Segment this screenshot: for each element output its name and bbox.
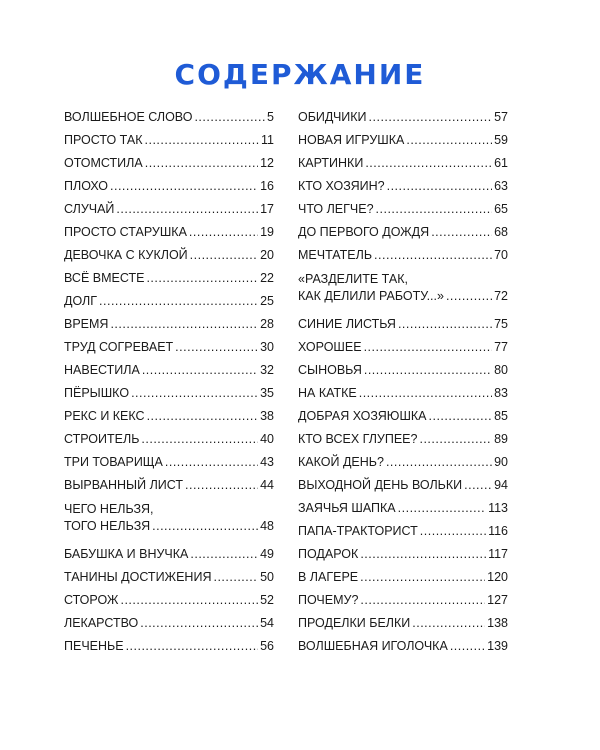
dot-leader <box>376 198 493 221</box>
toc-entry[interactable] <box>64 428 274 451</box>
toc-entry[interactable] <box>64 566 274 589</box>
toc-entry[interactable] <box>298 313 508 336</box>
toc-entry-page: 48 <box>260 519 274 533</box>
toc-entry-page: 38 <box>260 409 274 423</box>
toc-entry[interactable] <box>298 405 508 428</box>
toc-entry-title: КАРТИНКИ <box>298 156 364 170</box>
toc-entry-page: 77 <box>494 340 508 354</box>
dot-leader <box>213 566 258 589</box>
toc-entry-page: 11 <box>261 133 274 147</box>
toc-entry-page: 89 <box>494 432 508 446</box>
toc-entry[interactable] <box>298 221 508 244</box>
dot-leader <box>165 451 258 474</box>
dot-leader <box>446 288 492 305</box>
page-title: СОДЕРЖАНИЕ <box>174 58 426 91</box>
toc-entry-title: ОТОМСТИЛА <box>64 156 143 170</box>
toc-entry[interactable] <box>298 359 508 382</box>
toc-entry-page: 113 <box>488 501 508 515</box>
toc-entry[interactable] <box>64 543 274 566</box>
toc-entry-page: 12 <box>260 156 274 170</box>
toc-entry-title: НОВАЯ ИГРУШКА <box>298 133 405 147</box>
toc-entry[interactable] <box>64 152 274 175</box>
toc-entry[interactable] <box>298 428 508 451</box>
toc-column-left <box>64 106 274 658</box>
toc-entry-page: 120 <box>487 570 508 584</box>
toc-entry-title: ДОБРАЯ ХОЗЯЮШКА <box>298 409 427 423</box>
dot-leader <box>189 221 258 244</box>
dot-leader <box>431 221 492 244</box>
toc-entry-title: В ЛАГЕРЕ <box>298 570 359 584</box>
toc-entry-page: 90 <box>494 455 508 469</box>
toc-entry-title: СТОРОЖ <box>64 593 119 607</box>
toc-entry[interactable] <box>298 336 508 359</box>
toc-entry-page: 68 <box>494 225 508 239</box>
toc-entry-title: ВОЛШЕБНАЯ ИГОЛОЧКА <box>298 639 448 653</box>
toc-entry-title: БАБУШКА И ВНУЧКА <box>64 547 189 561</box>
dot-leader <box>398 313 492 336</box>
toc-entry[interactable] <box>64 175 274 198</box>
toc-entry-title: ВСЁ ВМЕСТЕ <box>64 271 145 285</box>
toc-entry-title-continued: КАК ДЕЛИЛИ РАБОТУ...» <box>298 289 444 303</box>
toc-entry-page: 54 <box>260 616 274 630</box>
dot-leader <box>147 405 259 428</box>
dot-leader <box>369 106 493 129</box>
dot-leader <box>152 518 258 535</box>
toc-entry-page: 127 <box>487 593 508 607</box>
toc-entry[interactable] <box>298 520 508 543</box>
toc-entry-page: 117 <box>488 547 508 561</box>
toc-entry[interactable] <box>298 152 508 175</box>
dot-leader <box>126 635 259 658</box>
dot-leader <box>387 175 492 198</box>
toc-entry-page: 61 <box>494 156 508 170</box>
toc-entry-title: ТРИ ТОВАРИЩА <box>64 455 163 469</box>
dot-leader <box>359 382 492 405</box>
dot-leader <box>110 175 258 198</box>
toc-entry[interactable] <box>64 405 274 428</box>
toc-entry[interactable] <box>298 612 508 635</box>
dot-leader <box>364 359 492 382</box>
toc-entry-page: 28 <box>260 317 274 331</box>
dot-leader <box>398 497 486 520</box>
toc-entry[interactable] <box>298 451 508 474</box>
toc-entry-page: 19 <box>260 225 274 239</box>
toc-entry[interactable] <box>298 543 508 566</box>
dot-leader <box>120 589 258 612</box>
toc-entry[interactable] <box>298 106 508 129</box>
toc-entry-title: РЕКС И КЕКС <box>64 409 145 423</box>
dot-leader <box>140 612 258 635</box>
dot-leader <box>194 106 265 129</box>
toc-entry[interactable] <box>64 497 274 543</box>
dot-leader <box>412 612 485 635</box>
toc-entry-title: ДО ПЕРВОГО ДОЖДЯ <box>298 225 430 239</box>
toc-entry[interactable] <box>64 244 274 267</box>
toc-entry-title-continued: ТОГО НЕЛЬЗЯ <box>64 519 151 533</box>
toc-entry-page: 30 <box>260 340 274 354</box>
toc-entry-title: ТРУД СОГРЕВАЕТ <box>64 340 174 354</box>
toc-entry[interactable] <box>64 635 274 658</box>
toc-entry-title: ПОЧЕМУ? <box>298 593 359 607</box>
toc-entry-page: 20 <box>260 248 274 262</box>
toc-entry-page: 5 <box>267 110 274 124</box>
toc-entry-title: «РАЗДЕЛИТЕ ТАК, <box>298 272 408 286</box>
dot-leader <box>419 428 492 451</box>
dot-leader <box>364 336 493 359</box>
toc-entry[interactable] <box>64 129 274 152</box>
toc-entry-title: ВОЛШЕБНОЕ СЛОВО <box>64 110 193 124</box>
toc-column-right <box>298 106 508 658</box>
dot-leader <box>116 198 258 221</box>
dot-leader <box>190 244 258 267</box>
dot-leader <box>190 543 258 566</box>
toc-entry-title: ПОДАРОК <box>298 547 359 561</box>
toc-entry[interactable] <box>64 106 274 129</box>
toc-entry[interactable] <box>298 566 508 589</box>
toc-entry[interactable] <box>64 198 274 221</box>
toc-entry[interactable] <box>298 244 508 267</box>
toc-entry-page: 59 <box>494 133 508 147</box>
toc-entry-title: ВЫРВАННЫЙ ЛИСТ <box>64 478 184 492</box>
toc-entry-title: ЗАЯЧЬЯ ШАПКА <box>298 501 396 515</box>
toc-entry[interactable] <box>64 290 274 313</box>
toc-entry[interactable] <box>64 451 274 474</box>
dot-leader <box>386 451 492 474</box>
toc-entry[interactable] <box>298 474 508 497</box>
toc-entry-page: 17 <box>260 202 274 216</box>
toc-entry-page: 57 <box>494 110 508 124</box>
toc-entry[interactable] <box>64 612 274 635</box>
toc-entry-page: 22 <box>260 271 274 285</box>
toc-entry-title: КТО ХОЗЯИН? <box>298 179 385 193</box>
toc-entry-title: ПРОСТО СТАРУШКА <box>64 225 187 239</box>
toc-entry[interactable] <box>64 336 274 359</box>
toc-entry-title: ПЁРЫШКО <box>64 386 130 400</box>
toc-entry-title: МЕЧТАТЕЛЬ <box>298 248 373 262</box>
toc-entry[interactable] <box>64 359 274 382</box>
dot-leader <box>406 129 492 152</box>
toc-entry-page: 75 <box>494 317 508 331</box>
toc-entry-title: ТАНИНЫ ДОСТИЖЕНИЯ <box>64 570 212 584</box>
toc-entry-title: ХОРОШЕЕ <box>298 340 362 354</box>
toc-entry-title: ЧТО ЛЕГЧЕ? <box>298 202 374 216</box>
toc-entry-title: ДЕВОЧКА С КУКЛОЙ <box>64 248 188 262</box>
toc-entry-page: 16 <box>260 179 274 193</box>
toc-entry-page: 63 <box>494 179 508 193</box>
toc-entry-page: 49 <box>260 547 274 561</box>
toc-entry-title: КАКОЙ ДЕНЬ? <box>298 455 384 469</box>
toc-entry-page: 116 <box>488 524 508 538</box>
dot-leader <box>420 520 486 543</box>
toc-entry[interactable] <box>64 589 274 612</box>
dot-leader <box>450 635 485 658</box>
toc-entry-title: ДОЛГ <box>64 294 98 308</box>
toc-entry[interactable] <box>64 313 274 336</box>
toc-entry[interactable] <box>298 635 508 658</box>
toc-entry-title: ПЛОХО <box>64 179 108 193</box>
toc-entry[interactable] <box>298 497 508 520</box>
toc-entry-title: ПРОСТО ТАК <box>64 133 143 147</box>
toc-entry-page: 35 <box>260 386 274 400</box>
toc-entry[interactable] <box>64 474 274 497</box>
toc-entry-page: 72 <box>494 289 508 303</box>
dot-leader <box>142 359 258 382</box>
toc-entry-title: ПРОДЕЛКИ БЕЛКИ <box>298 616 411 630</box>
dot-leader <box>131 382 258 405</box>
dot-leader <box>360 589 485 612</box>
dot-leader <box>145 129 260 152</box>
dot-leader <box>360 543 486 566</box>
toc-entry-page: 50 <box>260 570 274 584</box>
dot-leader <box>175 336 258 359</box>
toc-entry[interactable] <box>64 382 274 405</box>
toc-entry-page: 32 <box>260 363 274 377</box>
toc-entry-page: 80 <box>494 363 508 377</box>
toc-entry[interactable] <box>64 267 274 290</box>
toc-entry-page: 56 <box>260 639 274 653</box>
toc-entry-page: 40 <box>260 432 274 446</box>
toc-entry[interactable] <box>298 589 508 612</box>
toc-entry[interactable] <box>298 267 508 313</box>
dot-leader <box>464 474 492 497</box>
toc-entry-title: ЛЕКАРСТВО <box>64 616 139 630</box>
dot-leader <box>146 267 258 290</box>
toc-entry[interactable] <box>298 175 508 198</box>
dot-leader <box>145 152 258 175</box>
toc-entry-title: НА КАТКЕ <box>298 386 357 400</box>
toc-entry-page: 85 <box>494 409 508 423</box>
toc-entry-page: 94 <box>494 478 508 492</box>
toc-entry[interactable] <box>298 198 508 221</box>
dot-leader <box>360 566 485 589</box>
toc-entry-title: СИНИЕ ЛИСТЬЯ <box>298 317 396 331</box>
toc-entry-page: 139 <box>487 639 508 653</box>
dot-leader <box>365 152 492 175</box>
toc-entry-page: 43 <box>260 455 274 469</box>
toc-entry-title: СЛУЧАЙ <box>64 202 115 216</box>
toc-entry-page: 65 <box>494 202 508 216</box>
toc-entry-title: ОБИДЧИКИ <box>298 110 367 124</box>
toc-entry-title: ВЫХОДНОЙ ДЕНЬ ВОЛЬКИ <box>298 478 463 492</box>
dot-leader <box>185 474 258 497</box>
toc-entry-title: КТО ВСЕХ ГЛУПЕЕ? <box>298 432 418 446</box>
toc-entry-title: НАВЕСТИЛА <box>64 363 140 377</box>
toc-entry-page: 138 <box>487 616 508 630</box>
toc-entry-page: 52 <box>260 593 274 607</box>
toc-entry-page: 44 <box>260 478 274 492</box>
toc-entry-title: ПЕЧЕНЬЕ <box>64 639 124 653</box>
toc-entry-title: СЫНОВЬЯ <box>298 363 362 377</box>
toc-entry-title: ЧЕГО НЕЛЬЗЯ, <box>64 502 154 516</box>
toc-entry-title: ВРЕМЯ <box>64 317 109 331</box>
toc-entry[interactable] <box>298 129 508 152</box>
toc-entry-page: 70 <box>494 248 508 262</box>
toc-entry-title: СТРОИТЕЛЬ <box>64 432 140 446</box>
dot-leader <box>374 244 492 267</box>
toc-entry[interactable] <box>298 382 508 405</box>
toc-entry-title: ПАПА-ТРАКТОРИСТ <box>298 524 418 538</box>
toc-entry-page: 25 <box>260 294 274 308</box>
dot-leader <box>99 290 258 313</box>
dot-leader <box>429 405 493 428</box>
dot-leader <box>110 313 258 336</box>
toc-entry[interactable] <box>64 221 274 244</box>
dot-leader <box>141 428 258 451</box>
toc-entry-page: 83 <box>494 386 508 400</box>
